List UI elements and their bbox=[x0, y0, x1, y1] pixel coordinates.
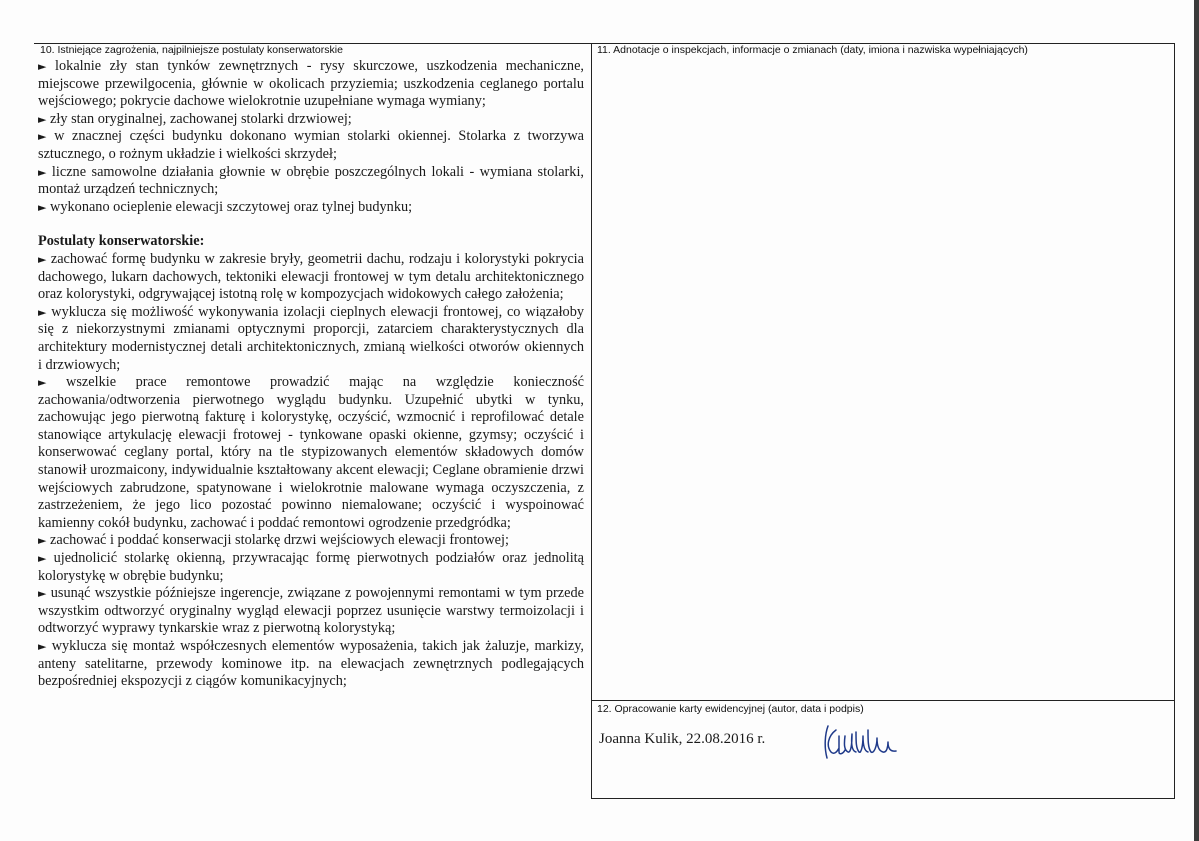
postulate-item bbox=[38, 638, 584, 691]
threat-item bbox=[38, 199, 584, 217]
postulate-item bbox=[38, 532, 584, 550]
postulate-item bbox=[38, 550, 584, 585]
postulate-item bbox=[38, 304, 584, 374]
threat-item bbox=[38, 111, 584, 129]
form-bottom-border bbox=[591, 798, 1175, 799]
section-12-label: 12. Opracowanie karty ewidencyjnej (autor, data i podpis) bbox=[597, 703, 864, 715]
bullet-arrow-icon: ► bbox=[38, 112, 47, 126]
bullet-arrow-icon: ► bbox=[38, 640, 47, 653]
postulates-list bbox=[38, 251, 584, 691]
postulate-item bbox=[38, 251, 584, 304]
section-divider bbox=[591, 700, 1175, 701]
form-right-border bbox=[1174, 43, 1175, 798]
bullet-arrow-icon: ► bbox=[38, 200, 47, 214]
threat-item-text: w znacznej części budynku dokonano wymian stolarki okiennej. Stolarka z tworzywa sztucznego, o rożnym układzie i wielkości skrzydeł; bbox=[38, 128, 585, 162]
bullet-arrow-icon: ► bbox=[38, 376, 47, 390]
postulate-item-text: usunąć wszystkie późniejsze ingerencje, związane z powojennymi remontami w tym przede wszystkim odtworzyć oryginalny wygląd elewacji poprzez usunięcie warstwy termoizolacji i odtworzyć wyprawy tynkarskie wraz z pierwotną kolorystyką; bbox=[38, 585, 584, 637]
spacer bbox=[38, 216, 584, 233]
postulate-item-text: zachować i poddać konserwacji stolarkę drzwi wejściowych elewacji frontowej; bbox=[50, 532, 509, 549]
bullet-arrow-icon: ► bbox=[38, 60, 47, 73]
handwritten-signature bbox=[822, 722, 904, 764]
section-10-label: 10. Istniejące zagrożenia, najpilniejsze postulaty konserwatorskie bbox=[40, 44, 343, 56]
postulate-item bbox=[38, 585, 584, 638]
section-11-label: 11. Adnotacje o inspekcjach, informacje o zmianach (daty, imiona i nazwiska wypełniających) bbox=[597, 44, 1028, 56]
postulate-item-text: wyklucza się montaż współczesnych elementów wyposażenia, takich jak żaluzje, markizy, anteny satelitarne, przewody kominowe itp. na elewacjach zewnętrznych podlegających bezpośredniej ekspozycji z ciągów komunikacyjnych; bbox=[38, 638, 584, 690]
section-10-content bbox=[38, 58, 584, 691]
postulate-item-text: ujednolicić stolarkę okienną, przywracając formę pierwotnych podziałów oraz jednolitą kolorystykę w obrębie budynku; bbox=[38, 550, 584, 584]
postulates-heading: Postulaty konserwatorskie: bbox=[38, 233, 205, 250]
threat-item-text: lokalnie zły stan tynków zewnętrznych - rysy skurczowe, uszkodzenia mechaniczne, miejscowe przewilgocenia, głównie w okolicach przyziemia; uszkodzenia ceglanego portalu wejściowego; pokrycie dachowe wielokrotnie uzupełniane wymaga wymiany; bbox=[38, 58, 584, 110]
threat-item-text: zły stan oryginalnej, zachowanej stolarki drzwiowej; bbox=[50, 110, 352, 127]
postulate-item-text: wszelkie prace remontowe prowadzić mając na względzie konieczność zachowania/odtworzenia pierwotnego wyglądu budynku. Uzupełnić ubytki w tynku, zachowując jego pierwotną fakturę i kolorystykę, oczyścić, wzmocnić i reprofilować detale stanowiące artykulację elewacji frotowej - tynkowane opaski okienne, gzymsy; oczyścić i konserwować ceglany portal, który na tle stypizowanych elementów składowych domów stanowił urozmaicony, indywidualnie kształtowany akcent elewacji; Ceglane obramienie drzwi wejściowych zabrudzone, spatynowane i wielokrotnie malowane wymaga oczyszczenia, z zastrzeżeniem, że jego lico pozostać powinno niemalowane; oczyścić i wyspoinować kamienny cokół budynku, zachować i poddać remontowi ogrodzenie przedgródka; bbox=[38, 374, 584, 531]
author-date: Joanna Kulik, 22.08.2016 r. bbox=[599, 731, 766, 747]
column-divider bbox=[591, 43, 592, 798]
threat-item bbox=[38, 164, 584, 199]
threat-item-text: liczne samowolne działania głownie w obrębie poszczególnych lokali - wymiana stolarki, montaż urządzeń technicznych; bbox=[38, 163, 584, 198]
postulate-item-text: wyklucza się możliwość wykonywania izolacji cieplnych elewacji frontowej, co wiązałoby się z niekorzystnymi zmianami optycznymi proporcji, zatarciem charakterystycznych dla architektury modernistycznej detali architektonicznych, zmianą wielkości otworów okiennych i drzwiowych; bbox=[38, 303, 584, 373]
threats-list bbox=[38, 58, 584, 216]
bullet-arrow-icon: ► bbox=[38, 534, 47, 548]
bullet-arrow-icon: ► bbox=[38, 552, 47, 566]
threat-item-text: wykonano ocieplenie elewacji szczytowej oraz tylnej budynku; bbox=[50, 198, 413, 215]
bullet-arrow-icon: ► bbox=[38, 252, 47, 266]
bullet-arrow-icon: ► bbox=[38, 305, 47, 319]
bullet-arrow-icon: ► bbox=[38, 165, 47, 179]
threat-item bbox=[38, 128, 584, 163]
bullet-arrow-icon: ► bbox=[38, 587, 47, 601]
postulate-item bbox=[38, 374, 584, 532]
threat-item bbox=[38, 58, 584, 111]
scan-edge-shadow bbox=[1194, 0, 1199, 841]
postulate-item-text: zachować formę budynku w zakresie bryły, geometrii dachu, rodzaju i kolorystyki pokrycia dachowego, lukarn dachowych, tektoniki elewacji frontowej w tym detalu architektonicznego oraz kolorystyki, odgrywającej istotną rolę w kompozycjach widokowych całego założenia; bbox=[38, 250, 585, 303]
bullet-arrow-icon: ► bbox=[38, 130, 47, 144]
